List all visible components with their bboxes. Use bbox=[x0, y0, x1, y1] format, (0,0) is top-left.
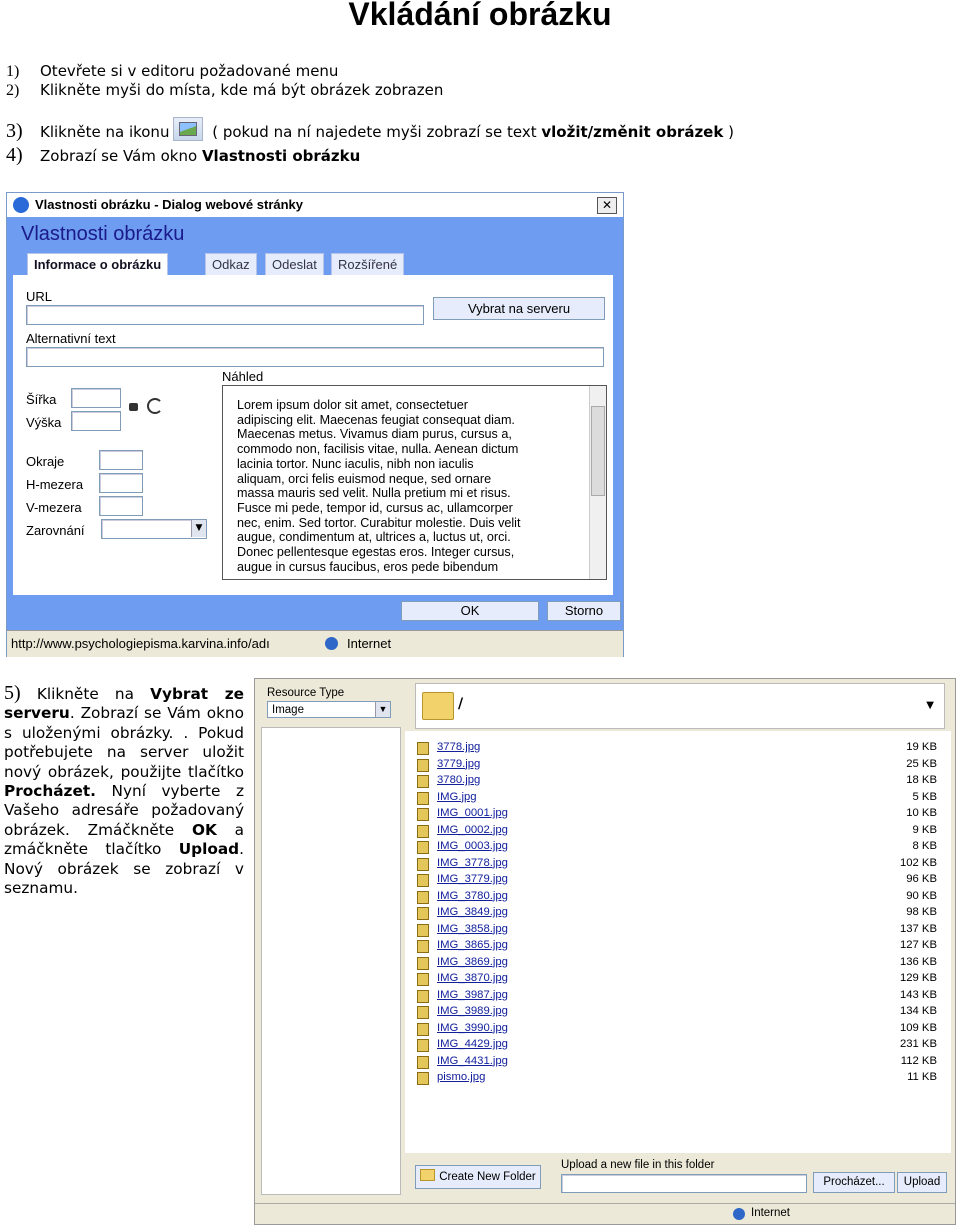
url-label: URL bbox=[26, 289, 53, 304]
upload-button[interactable]: Upload bbox=[897, 1172, 947, 1193]
step-number: 2) bbox=[6, 82, 20, 99]
step-bold-text: vložit/změnit obrázek bbox=[541, 123, 724, 141]
file-size: 137 KB bbox=[899, 922, 937, 935]
image-file-icon bbox=[417, 775, 429, 788]
file-name[interactable]: IMG_3780.jpg bbox=[437, 889, 508, 902]
status-url: http://www.psychologiepisma.karvina.info/adı bbox=[11, 636, 270, 651]
browse-file-button[interactable]: Procházet... bbox=[813, 1172, 895, 1193]
preview-line: Lorem ipsum dolor sit amet, consectetuer bbox=[237, 398, 468, 412]
step-text: ) bbox=[728, 123, 734, 141]
preview-line: commodo non, facilisis vitae, nulla. Aenean dictum bbox=[237, 442, 519, 457]
tab-image-info[interactable]: Informace o obrázku bbox=[27, 253, 168, 276]
hspace-input[interactable] bbox=[99, 473, 143, 493]
file-name[interactable]: IMG_3987.jpg bbox=[437, 988, 508, 1001]
close-icon[interactable]: ✕ bbox=[597, 197, 617, 214]
url-input[interactable] bbox=[26, 305, 424, 325]
image-file-icon bbox=[417, 1006, 429, 1019]
file-size: 136 KB bbox=[899, 955, 937, 968]
file-name[interactable]: IMG_3778.jpg bbox=[437, 856, 508, 869]
image-file-icon bbox=[417, 742, 429, 755]
tab-link[interactable]: Odkaz bbox=[205, 253, 257, 276]
resource-type-select[interactable] bbox=[267, 701, 391, 718]
file-size: 8 KB bbox=[912, 840, 937, 852]
resource-type-label: Resource Type bbox=[267, 687, 345, 699]
file-name[interactable]: IMG_3858.jpg bbox=[437, 922, 508, 935]
step-3 bbox=[6, 117, 734, 143]
file-name[interactable]: IMG_3865.jpg bbox=[437, 939, 508, 951]
insert-image-icon bbox=[173, 117, 203, 141]
file-name[interactable]: IMG_3990.jpg bbox=[437, 1021, 508, 1034]
file-row[interactable] bbox=[417, 1055, 937, 1072]
step-text: a zmáčkněte tlačítko bbox=[4, 820, 244, 859]
upload-label: Upload a new file in this folder bbox=[561, 1159, 715, 1171]
dialog-window-title: Vlastnosti obrázku - Dialog webové stránky bbox=[35, 197, 304, 212]
step-text: Klikněte na ikonu bbox=[40, 123, 170, 141]
file-size: 11 KB bbox=[907, 1071, 937, 1083]
preview-line: Maecenas metus. Vivamus diam purus, cursus a, bbox=[237, 427, 512, 442]
folder-path: / bbox=[458, 696, 464, 712]
file-name[interactable]: IMG_3870.jpg bbox=[437, 972, 508, 984]
file-name[interactable]: IMG_3849.jpg bbox=[437, 906, 508, 918]
ok-button[interactable]: OK bbox=[401, 601, 539, 621]
preview-line: Fusce mi pede, tempor id, cursus ac, ullamcorper bbox=[237, 500, 513, 515]
preview-box bbox=[222, 385, 607, 580]
step-bold-text: OK bbox=[191, 820, 217, 839]
step-1 bbox=[6, 62, 338, 81]
file-row[interactable] bbox=[417, 840, 937, 857]
height-label: Výška bbox=[26, 415, 62, 430]
file-row[interactable] bbox=[417, 1005, 937, 1022]
preview-line: massa mauris sed velit. Nulla pretium mi et risus. bbox=[237, 486, 511, 501]
preview-line: nec, enim. Sed tortor. Curabitur molestie. Duis velit bbox=[237, 515, 521, 530]
alt-text-input[interactable] bbox=[26, 347, 604, 367]
folder-icon bbox=[420, 1169, 435, 1181]
file-name[interactable]: IMG_0002.jpg bbox=[437, 823, 508, 836]
vspace-label: V-mezera bbox=[26, 500, 82, 515]
image-file-icon bbox=[417, 1072, 429, 1085]
folder-icon bbox=[422, 692, 454, 720]
step-bold-text: Upload bbox=[178, 840, 240, 859]
preview-line: lacinia tortor. Nunc iaculis, nibh non iaculis bbox=[237, 456, 474, 471]
step-text: Klikněte na bbox=[36, 685, 151, 703]
file-size: 109 KB bbox=[899, 1021, 937, 1034]
step-text: Otevřete si v editoru požadované menu bbox=[40, 62, 339, 80]
cancel-button[interactable]: Storno bbox=[547, 601, 621, 621]
image-file-icon bbox=[417, 874, 429, 887]
image-file-icon bbox=[417, 841, 429, 854]
file-row[interactable] bbox=[417, 906, 937, 923]
upload-file-input[interactable] bbox=[561, 1174, 807, 1193]
preview-text bbox=[237, 398, 577, 574]
file-name[interactable]: IMG_0003.jpg bbox=[437, 840, 508, 852]
file-name[interactable]: 3778.jpg bbox=[437, 741, 481, 753]
lock-icon[interactable] bbox=[129, 403, 138, 411]
align-select[interactable] bbox=[101, 519, 207, 539]
file-row[interactable] bbox=[417, 956, 937, 973]
file-name[interactable]: IMG_3779.jpg bbox=[437, 873, 508, 885]
width-label: Šířka bbox=[26, 392, 57, 407]
border-label: Okraje bbox=[26, 454, 65, 469]
create-folder-button[interactable] bbox=[415, 1165, 541, 1189]
file-browser-window bbox=[254, 678, 956, 1225]
file-row[interactable] bbox=[417, 873, 937, 890]
image-file-icon bbox=[417, 990, 429, 1003]
file-row[interactable] bbox=[417, 989, 937, 1006]
step-text: ( pokud na ní najedete myši zobrazí se text bbox=[212, 123, 537, 141]
file-size: 10 KB bbox=[906, 807, 937, 819]
file-row[interactable] bbox=[417, 1022, 937, 1039]
file-size: 231 KB bbox=[899, 1038, 937, 1050]
dialog-titlebar bbox=[7, 193, 623, 217]
dialog-status-bar bbox=[7, 630, 623, 657]
file-row[interactable] bbox=[417, 972, 937, 989]
file-size: 19 KB bbox=[906, 741, 937, 753]
image-file-icon bbox=[417, 1023, 429, 1036]
file-row[interactable] bbox=[417, 923, 937, 940]
file-size: 134 KB bbox=[899, 1005, 937, 1017]
file-row[interactable] bbox=[417, 774, 937, 791]
create-folder-label: Create New Folder bbox=[439, 1171, 536, 1183]
file-name[interactable]: IMG_4429.jpg bbox=[437, 1038, 508, 1050]
image-file-icon bbox=[417, 858, 429, 871]
page-title: Vkládání obrázku bbox=[348, 0, 612, 32]
image-file-icon bbox=[417, 940, 429, 953]
resource-type-value: Image bbox=[272, 704, 304, 716]
status-zone: Internet bbox=[347, 636, 392, 651]
image-file-icon bbox=[417, 907, 429, 920]
step-text: Zobrazí se Vám okno bbox=[40, 147, 198, 165]
chevron-down-icon[interactable]: ▼ bbox=[926, 700, 934, 711]
preview-line: aliquam, orci felis euismod neque, sed ornare bbox=[237, 471, 492, 486]
chevron-down-icon: ▼ bbox=[375, 702, 390, 717]
image-file-icon bbox=[417, 792, 429, 805]
border-input[interactable] bbox=[99, 450, 143, 470]
width-input[interactable] bbox=[71, 388, 121, 408]
height-input[interactable] bbox=[71, 411, 121, 431]
browser-status-bar bbox=[255, 1203, 955, 1224]
file-size: 18 KB bbox=[906, 774, 937, 786]
dialog-heading: Vlastnosti obrázku bbox=[21, 223, 185, 245]
step-bold-text: Vybrat ze serveru bbox=[4, 685, 244, 723]
dialog-panel bbox=[13, 275, 613, 595]
file-row[interactable] bbox=[417, 758, 937, 775]
file-row[interactable] bbox=[417, 741, 937, 758]
current-folder-bar bbox=[415, 683, 945, 729]
tab-upload[interactable]: Odeslat bbox=[265, 253, 324, 276]
ie-icon bbox=[13, 197, 29, 213]
file-row[interactable] bbox=[417, 939, 937, 956]
chevron-down-icon: ▼ bbox=[191, 520, 206, 537]
status-zone: Internet bbox=[751, 1207, 790, 1219]
vspace-input[interactable] bbox=[99, 496, 143, 516]
folder-tree-pane[interactable] bbox=[261, 727, 401, 1195]
align-label: Zarovnání bbox=[26, 523, 85, 538]
step-number: 4) bbox=[6, 144, 23, 166]
step-number: 5) bbox=[4, 682, 21, 704]
image-file-icon bbox=[417, 924, 429, 937]
preview-line: augue in cursus faucibus, eros pede bibendum bbox=[237, 559, 499, 574]
step-number: 3) bbox=[6, 120, 23, 142]
file-size: 25 KB bbox=[906, 757, 937, 770]
reset-size-icon[interactable] bbox=[147, 398, 163, 414]
step-text: Klikněte myši do místa, kde má být obrázek zobrazen bbox=[40, 81, 444, 99]
file-row[interactable] bbox=[417, 807, 937, 824]
file-name[interactable]: 3779.jpg bbox=[437, 757, 481, 770]
preview-scrollbar[interactable] bbox=[589, 386, 606, 579]
file-name[interactable]: 3780.jpg bbox=[437, 774, 481, 786]
upload-bar bbox=[405, 1157, 951, 1199]
image-file-icon bbox=[417, 759, 429, 772]
step-bold-text: Procházet. bbox=[4, 782, 96, 801]
image-file-icon bbox=[417, 808, 429, 821]
file-name[interactable]: IMG_0001.jpg bbox=[437, 807, 508, 819]
step-text: . Zobrazí se Vám okno s uloženými obrázky. . Pokud potřebujete na server uložit nový obrázek, použijte tlačítko bbox=[4, 704, 244, 781]
step-text: . Nový obrázek se zobrazí v seznamu. bbox=[4, 840, 244, 898]
file-size: 127 KB bbox=[899, 939, 937, 951]
preview-line: Donec pellentesque egestas eros. Integer cursus, bbox=[237, 545, 515, 560]
globe-icon bbox=[733, 1208, 745, 1220]
globe-icon bbox=[325, 637, 338, 650]
file-row[interactable] bbox=[417, 791, 937, 808]
browse-server-button[interactable]: Vybrat na serveru bbox=[433, 297, 605, 320]
image-file-icon bbox=[417, 1056, 429, 1069]
image-file-icon bbox=[417, 957, 429, 970]
file-name[interactable]: IMG.jpg bbox=[437, 790, 477, 803]
file-name[interactable]: IMG_3869.jpg bbox=[437, 955, 508, 968]
step-text: Nyní vyberte z Vašeho adresáře požadovaný obrázek. Zmáčkněte bbox=[4, 782, 244, 839]
image-file-icon bbox=[417, 973, 429, 986]
file-size: 143 KB bbox=[899, 988, 937, 1001]
file-row[interactable] bbox=[417, 1071, 937, 1088]
file-size: 129 KB bbox=[899, 972, 937, 984]
file-size: 102 KB bbox=[899, 856, 937, 869]
file-size: 5 KB bbox=[912, 790, 937, 803]
file-size: 9 KB bbox=[912, 823, 937, 836]
file-name[interactable]: IMG_3989.jpg bbox=[437, 1005, 508, 1017]
step-4 bbox=[6, 144, 360, 167]
alt-text-label: Alternativní text bbox=[26, 331, 116, 346]
file-size: 98 KB bbox=[906, 906, 937, 918]
file-name[interactable]: pismo.jpg bbox=[437, 1071, 486, 1083]
step-5-paragraph bbox=[4, 684, 244, 898]
step-number: 1) bbox=[6, 63, 20, 80]
preview-label: Náhled bbox=[222, 369, 264, 384]
preview-line: adipiscing elit. Maecenas feugiat consequat diam. bbox=[237, 412, 515, 427]
image-file-icon bbox=[417, 825, 429, 838]
image-file-icon bbox=[417, 1039, 429, 1052]
file-size: 96 KB bbox=[906, 873, 937, 885]
file-row[interactable] bbox=[417, 890, 937, 907]
image-properties-dialog bbox=[6, 192, 624, 657]
file-row[interactable] bbox=[417, 824, 937, 841]
image-file-icon bbox=[417, 891, 429, 904]
file-row[interactable] bbox=[417, 1038, 937, 1055]
file-size: 90 KB bbox=[906, 889, 937, 902]
file-list bbox=[405, 731, 951, 1153]
file-name[interactable]: IMG_4431.jpg bbox=[437, 1054, 508, 1067]
file-size: 112 KB bbox=[900, 1054, 937, 1067]
step-2 bbox=[6, 81, 443, 100]
file-row[interactable] bbox=[417, 857, 937, 874]
preview-line: augue, condimentum at, ultrices a, luctus ut, orci. bbox=[237, 530, 511, 545]
tab-advanced[interactable]: Rozšířené bbox=[331, 253, 404, 276]
step-bold-text: Vlastnosti obrázku bbox=[201, 147, 361, 165]
hspace-label: H-mezera bbox=[26, 477, 84, 492]
